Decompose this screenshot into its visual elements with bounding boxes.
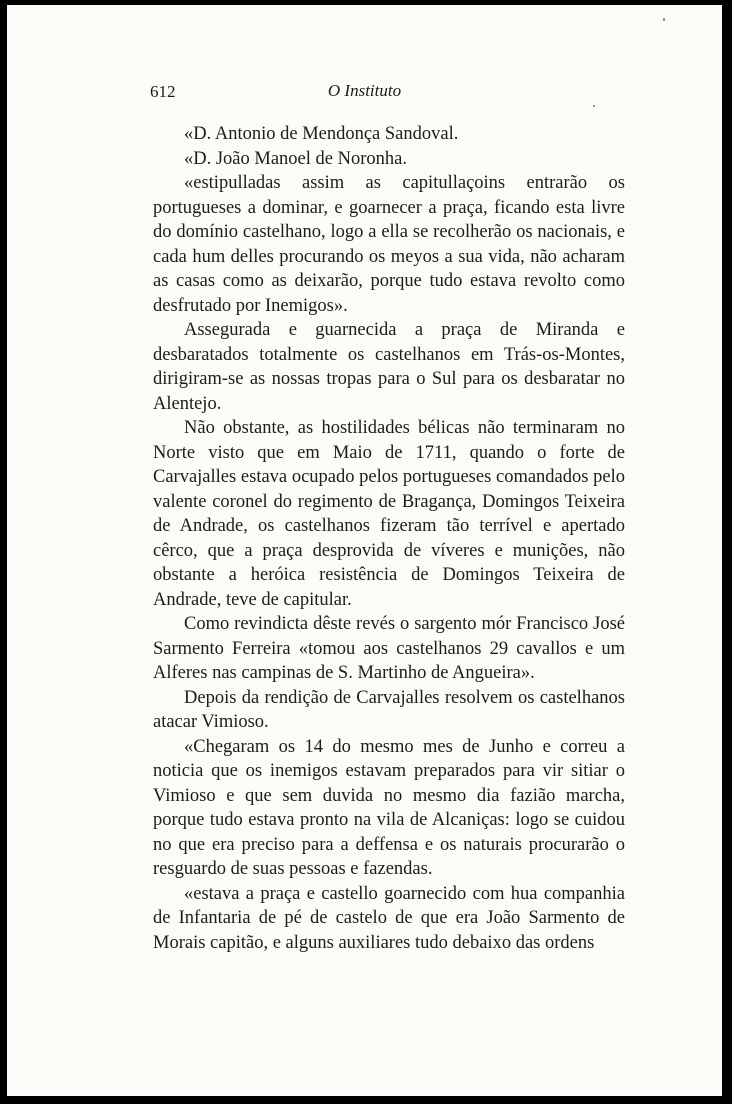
paragraph: Não obstante, as hostilidades bélicas não terminaram no Norte visto que em Maio de 1711, quando o forte de Carvajalles estava ocupado pelos portugueses comandados pelo valente coronel do regimento de Bragança, Domingos Teixeira de Andrade, os castelhanos fizeram tão terrível e apertado cêrco, que a praça desprovida de víveres e munições, não obstante a heróica resistência de Domingos Teixeira de Andrade, teve de capitular. [153,418,625,610]
paragraph: «D. Antonio de Mendonça Sandoval. [184,124,459,144]
book-page [7,5,722,1096]
scan-speck [663,18,665,21]
page-number: 612 [150,82,176,101]
paragraph: Como revindicta dêste revés o sargento mór Francisco José Sarmento Ferreira «tomou aos castelhanos 29 cavallos e um Alferes nas campinas de S. Martinho de Angueira». [153,614,625,683]
page-header [7,78,722,108]
body-text [153,122,625,955]
paragraph: «D. João Manoel de Noronha. [184,148,407,169]
paragraph: «estava a praça e castello goarnecido com hua companhia de Infantaria de pé de castelo de que era João Sarmento de Morais capitão, e alguns auxiliares tudo debaixo das ordens [153,883,625,953]
paragraph: «estipulladas assim as capitullaçoins entrarão os portugueses a dominar, e goarnecer a praça, ficando esta livre do domínio castelhano, logo a ella se recolherão os nacionais, e cada hum delles procurando os meyos a sua vida, não acharam as casas como as deixarão, porque tudo estava revolto como desfrutado por Inemigos». [153,173,625,316]
running-title: O Instituto [327,81,402,100]
paragraph: «Chegaram os 14 do mesmo mes de Junho e correu a noticia que os inemigos estavam preparados para vir sitiar o Vimioso e que sem duvida no mesmo dia fazião marcha, porque tudo estava pronto na vila de Alcaniças: logo se cuidou no que era preciso para a deffensa e os naturais procurarão o resguardo de suas pessoas e fazendas. [153,736,625,879]
paragraph: Depois da rendição de Carvajalles resolvem os castelhanos atacar Vimioso. [153,687,625,732]
paragraph: Assegurada e guarnecida a praça de Miranda e desbaratados totalmente os castelhanos em Trás-os-Montes, dirigiram-se as nossas tropas para o Sul para os desbaratar no Alentejo. [153,320,625,414]
scan-speck [593,105,595,107]
